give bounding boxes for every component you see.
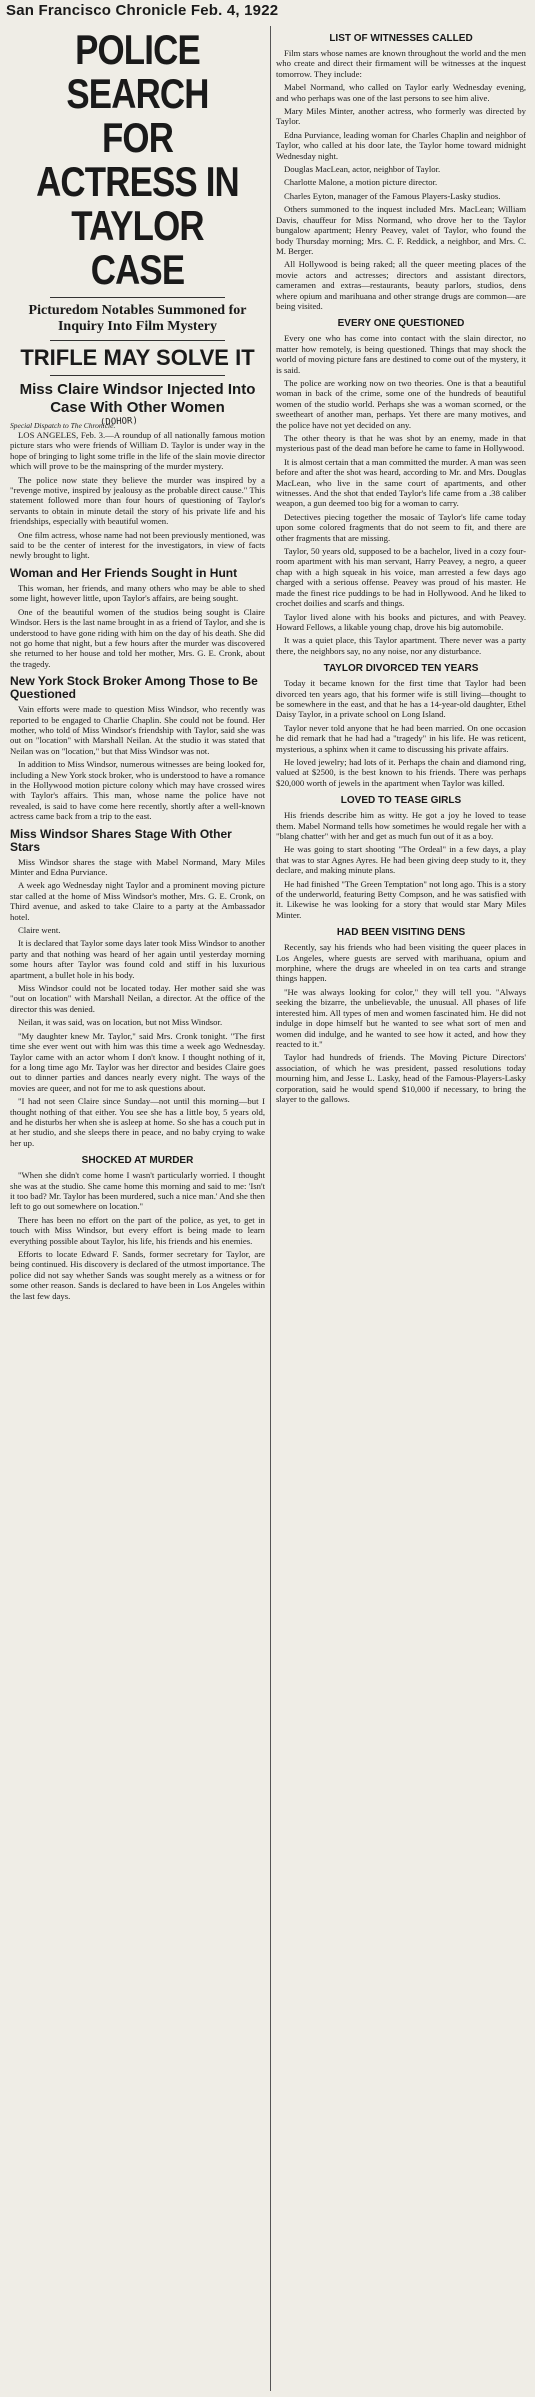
subhead-stock-broker: New York Stock Broker Among Those to Be Questioned (10, 674, 258, 702)
subhead-every-one-questioned: EVERY ONE QUESTIONED (337, 318, 465, 330)
paragraph: It is declared that Taylor some days later took Miss Windsor to another party and that nothing was heard of her again until yesterday morning some hours after Taylor was found cold and stiff in his luxurious apartment, a bullet hole in his body. (10, 938, 265, 980)
paragraph: Neilan, it was said, was on location, but not Miss Windsor. (18, 1017, 223, 1028)
left-column (10, 26, 265, 2391)
paragraph: "He was always looking for color," they will tell you. "Always seeking the bizarre, the unbelievable, the unusual. All phases of life interested him. All types of men and women fascinated him. He did not indulge in dope himself but he wanted to see what sort of men and women did indulge, and he wanted to see how it acted, and how they reacted to it." (276, 986, 526, 1049)
sub2-paragraphs (10, 704, 265, 821)
r-sub4-paragraphs (276, 810, 526, 920)
paragraph: Efforts to locate Edward F. Sands, former secretary for Taylor, are being continued. His discovery is declared of the utmost importance. The police did not say whether Sands was sought merely as a witness or for some other reason. Sands is declared to have been in Los Angeles within the last few days. (10, 1249, 265, 1301)
paragraph: "My daughter knew Mr. Taylor," said Mrs. Cronk tonight. "The first time she ever went out with him was this time a week ago Wednesday. Taylor came with an actor whom I don't know. I thought nothing of it, for a long time ago Mr. Taylor was her director and besides Claire goes out to dinner parties and dances nearly every night. The ways of the movies are queer, and not for me to ask questions about. (10, 1030, 265, 1093)
deck-1: Picturedom Notables Summoned for Inquiry Into Film Mystery (28, 303, 247, 334)
sub1-paragraphs (10, 583, 265, 669)
paragraph: Detectives piecing together the mosaic of Taylor's life came today upon some colored fragments that do not seem to fit, and there are other fragments that are missing. (276, 511, 526, 543)
paragraph: Taylor never told anyone that he had been married. On one occasion he did remark that he had had a "tragedy" in his life. He was reticent, mysterious, a sphinx when it came to discussing his private affairs. (276, 722, 526, 754)
handwritten-note: (DOHOR) (99, 416, 139, 428)
subhead-visiting-dens: HAD BEEN VISITING DENS (336, 927, 466, 939)
subhead-windsor-stage: Miss Windsor Shares Stage With Other Stars (10, 826, 232, 854)
paragraph: The police are working now on two theories. One is that a beautiful woman in back of the crime, some one of the hundreds of beautiful women of the studio world. Perhaps she was a woman scorned, or the sweetheart of another man, perhaps. Yet there are many motives, and the police have not yet decided on any. (276, 377, 526, 430)
deck-2: TRIFLE MAY SOLVE IT (20, 345, 255, 370)
headline-line-1: POLICE SEARCH (66, 26, 209, 117)
paragraph: His friends describe him as witty. He got a joy he loved to tease them. Mabel Normand tells how sometimes he would regale her with a "blang chatter" with her and get as much fun out of it as a boy. (276, 810, 526, 841)
paragraph: "When she didn't come home I wasn't particularly worried. I thought she was at the studio. She came home this morning and said to me: 'Isn't it too bad? Mr. Taylor has been murdered, such a nice man.' And she then left to go out somewhere on location." (10, 1170, 265, 1212)
subhead-tease-girls: LOVED TO TEASE GIRLS (340, 795, 462, 807)
sub4-paragraphs (10, 1170, 265, 1301)
paragraph: A week ago Wednesday night Taylor and a prominent moving picture star called at the home of Miss Windsor's mother, Mrs. G. E. Cronk, on Third avenue, and asked to take Claire to a party at the Ambassador hotel. (10, 880, 265, 922)
paragraph: LOS ANGELES, Feb. 3.—A roundup of all nationally famous motion picture stars who were friends of William D. Taylor is under way in the hope of bringing to light some trifle in the life of the slain movie director which will prove to be the mainspring of the murder mystery. (10, 430, 265, 472)
paragraph: Mary Miles Minter, another actress, who formerly was directed by Taylor. (276, 106, 526, 127)
subhead-divorced: TAYLOR DIVORCED TEN YEARS (323, 663, 479, 675)
divider (50, 340, 225, 341)
paragraph: All Hollywood is being raked; all the queer meeting places of the movie actors and actresses; directors and assistant directors, cameramen and extras—restaurants, beauty parlors, studios, dens where opium and marihuana and other strange drugs are common—are being visited. (276, 259, 526, 311)
paragraph: Today it became known for the first time that Taylor had been divorced ten years ago, that his former wife is still living—thought to be somewhere in the east, and that he has a 14-year-old daughter, Ethel Daisy Taylor, in a private school on Long Island. (276, 678, 526, 720)
paragraph: Vain efforts were made to question Miss Windsor, who recently was reported to be engaged to Charlie Chaplin. She could not be found. Her mother, who told of Miss Windsor's friendship with Taylor, said she was out on "location" with Marshall Neilan. At the studio it was stated that Neilan was on "location," but that Miss Windsor was not. (10, 704, 265, 756)
paragraph: He loved jewelry; had lots of it. Perhaps the chain and diamond ring, valued at $2500, is the best known to his friends. There was perhaps $20,000 worth of jewels in the apartment when Taylor was killed. (276, 756, 526, 788)
r-sub2-paragraphs (276, 333, 526, 656)
paragraph: Taylor had hundreds of friends. The Moving Picture Directors' association, of which he was president, passed resolutions today mourning him, and Jesse L. Lasky, head of the Famous-Players-Lasky corporation, said he would spend $10,000 if necessary, to bring the slayer to the gallows. (276, 1052, 526, 1104)
r-sub1-paragraphs (276, 48, 526, 311)
headline (32, 28, 244, 292)
r-sub5-paragraphs (276, 942, 526, 1104)
divider (50, 297, 225, 298)
paragraph: Taylor, 50 years old, supposed to be a bachelor, lived in a cozy four-room apartment with his man servant, Harry Peavey, a negro, a queer chap with a high squeak in his voice, man arrested a few days ago charged with a serious offense. Peavey was proud of his master. He made the finest rice puddings to be had in Hollywood. And he liked to crochet doilies and scarfs and things. (276, 546, 526, 609)
dateline: San Francisco Chronicle Feb. 4, 1922 (6, 2, 279, 19)
paragraph: There has been no effort on the part of the police, as yet, to get in touch with Miss Windsor, but every effort is being made to learn everything possible about Taylor, his life, his friends and his enemies. (10, 1214, 265, 1246)
paragraph: He had finished "The Green Temptation" not long ago. This is a story of the underworld, featuring Betty Compson, and he was satisfied with it. Likewise he was looking for a story that would star Mary Miles Minter. (276, 878, 526, 920)
deck-3: Miss Claire Windsor Injected Into Case With Other Women (19, 381, 256, 416)
paragraph: One film actress, whose name had not been previously mentioned, was said to be the center of interest for the investigators, in view of facts newly brought to light. (10, 529, 265, 561)
paragraph: The other theory is that he was shot by an enemy, made in that mysterious past of the dead man before he came to fame in Hollywood. (276, 433, 526, 454)
paragraph: Others summoned to the inquest included Mrs. MacLean; William Davis, chauffeur for Miss Normand, who drove her to the Taylor bungalow apartment; Henry Peavey, valet of Taylor, who found the body Thursday morning; Mrs. C. F. Reddick, a neighbor, and Mrs. C. M. Berger. (276, 204, 526, 256)
paragraph: In addition to Miss Windsor, numerous witnesses are being looked for, including a New York stock broker, who is understood to have a romance in the Hollywood motion picture colony which may have crossed wires with Taylor's affairs. This man, whose name the police have not revealed, is said to have come here recently, shortly after a well-known actress came back from a trip to the east. (10, 759, 265, 822)
paragraph: It was a quiet place, this Taylor apartment. There never was a party there, the neighbors say, no any noise, nor any disturbance. (276, 635, 526, 656)
paragraph: Charlotte Malone, a motion picture director. (284, 177, 438, 188)
paragraph: The police now state they believe the murder was inspired by a "revenge motive, inspired by jealousy as the probable direct cause." This statement followed more than four hours of questioning of Taylor's servants to obtain in minute detail the story of his private life and his friendships, especially with beautiful women. (10, 474, 265, 527)
paragraph: Claire went. (18, 925, 61, 936)
paragraph: Film stars whose names are known throughout the world and the men who create and direct their firmament will be witnesses at the inquest tomorrow. They include: (276, 48, 526, 79)
r-sub3-paragraphs (276, 678, 526, 788)
headline-line-3: TAYLOR CASE (71, 202, 204, 293)
divider (50, 375, 225, 376)
paragraph: Douglas MacLean, actor, neighbor of Taylor. (284, 164, 441, 175)
sub3-paragraphs (10, 857, 265, 1149)
paragraph: He was going to start shooting "The Ordeal" in a few days, a play that was to star Agnes Ayres. He had been giving deep study to it, they declare, and making minute plans. (276, 844, 526, 876)
left-paragraphs (10, 430, 265, 561)
paragraph: Miss Windsor shares the stage with Mabel Normand, Mary Miles Minter and Edna Purviance. (10, 856, 265, 877)
column-rule (270, 26, 271, 2391)
paragraph: Miss Windsor could not be located today. Her mother said she was "out on location" with Marshall Neilan, a director. At the office of the director this was denied. (10, 983, 265, 1014)
paragraph: Recently, say his friends who had been visiting the queer places in Los Angeles, where guests are served with marihuana, opium and morphine, where the drugs are wheeled in on tea carts and strange things happen. (276, 942, 526, 984)
paragraph: Mabel Normand, who called on Taylor early Wednesday evening, and who perhaps was one of the last persons to see him alive. (276, 82, 526, 103)
paragraph: Taylor lived alone with his books and pictures, and with Peavey. Howard Fellows, a likable young chap, drove his big automobile. (276, 611, 526, 632)
paragraph: Every one who has come into contact with the slain director, no matter how remotely, is being questioned. Things that may shock the world of moving picture fans are destined to come out of the mystery, it is said. (276, 333, 526, 375)
paragraph: "I had not seen Claire since Sunday—not until this morning—but I thought nothing of that either. You see she has a little boy, 5 years old, and he disturbs her when she is asleep at home. So she has a couch put in at her studio, and she sleeps there in peace, and no baby crying to wake her up. (10, 1096, 265, 1148)
headline-line-2: FOR ACTRESS IN (36, 114, 239, 205)
paragraph: One of the beautiful women of the studios being sought is Claire Windsor. Hers is the last name brought in as a friend of Taylor, and she is understood to have gone riding with him on the day of his death. She did not go home that night, but a few hours after the murder was discovered she returned to her house and told her mother, Mrs. G. E. Cronk, about the tragedy. (10, 606, 265, 669)
paragraph: Edna Purviance, leading woman for Charles Chaplin and neighbor of Taylor, who called at his door late, the Taylor home toward midnight Wednesday night. (276, 129, 526, 161)
special-dispatch: Special Dispatch to The Chronicle. (10, 421, 116, 430)
paragraph: Charles Eyton, manager of the Famous Players-Lasky studios. (284, 190, 501, 201)
subhead-woman-friends: Woman and Her Friends Sought in Hunt (10, 565, 238, 580)
subhead-shocked: SHOCKED AT MURDER (81, 1155, 194, 1167)
subhead-witnesses: LIST OF WITNESSES CALLED (329, 33, 473, 44)
paragraph: This woman, her friends, and many others who may be able to shed some light, however little, upon Taylor's affairs, are being sought. (10, 582, 265, 604)
right-column (276, 26, 526, 2391)
paragraph: It is almost certain that a man committed the murder. A man was seen before and after the shot was heard, according to Mr. and Mrs. Douglas MacLean, who live in the same court of apartments, and other witnesses. And the shot that ended Taylor's life came from a .38 caliber weapon, a gun deemed too big for a woman to carry. (276, 456, 526, 509)
